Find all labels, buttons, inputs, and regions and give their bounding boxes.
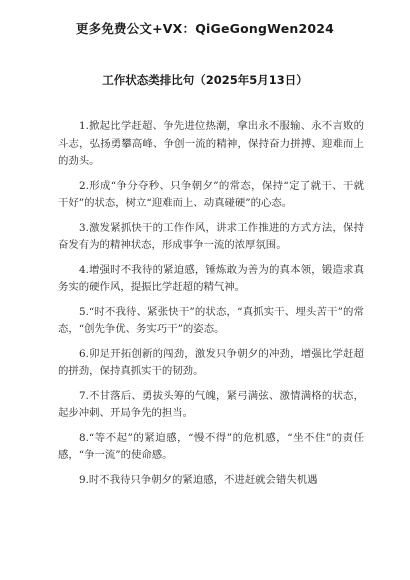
paragraph-9: 9.时不我待只争朝夕的紧迫感，不进赶就会错失机遇 — [79, 473, 318, 486]
paragraph-2: 2.形成“争分夺秒、只争朝夕”的常态，保持“定了就干、干就干好”的状态，树立“迎难而上、动真碰硬”的心态。 — [58, 179, 364, 209]
paragraph-3: 3.激发紧抓快干的工作作风，讲求工作推进的方式方法，保持奋发有为的精神状态，形成事争一流的浓厚氛围。 — [58, 221, 364, 251]
paragraph-4: 4.增强时不我待的紧迫感，锤炼敢为善为的真本领，锻造求真务实的硬作风，提振比学赶超的精气神。 — [58, 263, 364, 293]
paragraph-1: 1.掀起比学赶超、争先进位热潮，拿出永不服输、永不言败的斗志，弘扬勇攀高峰、争创一流的精神，保持奋力拼搏、迎难而上的劲头。 — [58, 120, 364, 167]
paragraph-7: 7.不甘落后、勇拔头筹的气魄，紧弓满弦、激情满格的状态，起步冲刺、开局争先的担当。 — [58, 389, 364, 419]
document-body — [58, 118, 364, 496]
paragraph-8: 8.“等不起”的紧迫感，“慢不得”的危机感，“坐不住”的责任感，“争一流”的使命感。 — [58, 431, 364, 461]
paragraph-5: 5.“时不我待、紧张快干”的状态，“真抓实干、埋头苦干”的常态，“创先争优、务实巧干”的姿态。 — [58, 305, 364, 335]
watermark-banner: 更多免费公文+VX：QiGeGongWen2024 — [75, 21, 335, 36]
paragraph-6: 6.卯足开拓创新的闯劲，激发只争朝夕的冲劲，增强比学赶超的拼劲，保持真抓实干的韧劲。 — [58, 347, 364, 377]
document-title: 工作状态类排比句（2025年5月13日） — [102, 73, 308, 87]
